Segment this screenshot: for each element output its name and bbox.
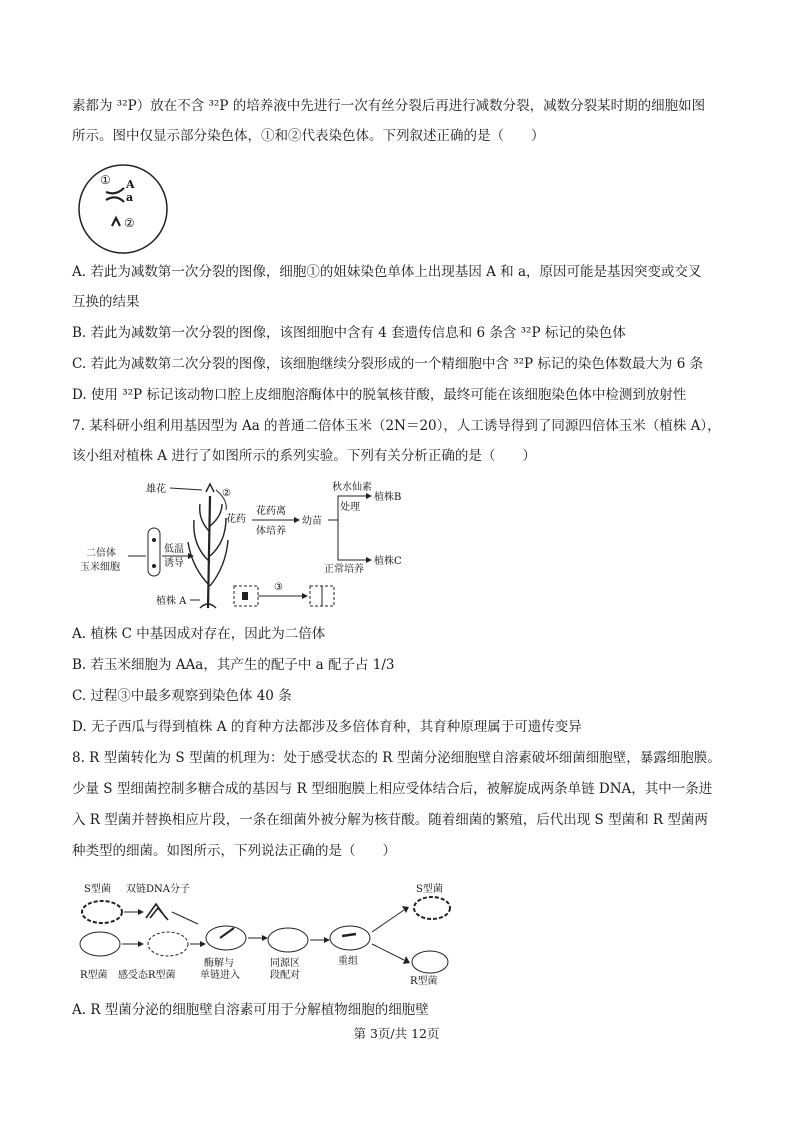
homologous-label2: 段配对 [270, 970, 300, 981]
arrowhead-b [366, 493, 372, 499]
low-temp-label: 低温 [164, 544, 184, 555]
plant-a-label: 植株 A [156, 596, 187, 607]
arrowhead-culture [294, 517, 300, 523]
chromosome-1-label: ① [100, 173, 111, 187]
q6-option-c: C. 若此为减数第二次分裂的图像，该细胞继续分裂形成的一个精细胞中含 ³²P 标记的染色体数最大为 6 条 [72, 356, 704, 372]
r-strain-cell [80, 932, 120, 956]
single-strand [220, 928, 234, 938]
arrowhead-r-out [403, 956, 410, 964]
tube-dot-bottom [152, 564, 156, 568]
r-strain-label: R型菌 [80, 970, 108, 981]
arrowhead-dna [138, 909, 144, 915]
arrow-to-r [372, 944, 404, 960]
q8-stem-line1: 8. R 型菌转化为 S 型菌的机理为：处于感受状态的 R 型菌分泌细胞壁自溶素破坏细菌细胞壁，暴露细胞膜。 [72, 750, 721, 766]
q7-stem-line1: 7. 某科研小组利用基因型为 Aa 的普通二倍体玉米（2N＝20），人工诱导得到了同源四倍体玉米（植株 A）， [72, 418, 721, 434]
q6-stem-line1: 素都为 ³²P）放在不含 ³²P 的培养液中先进行一次有丝分裂后再进行减数分裂，减数分裂某时期的细胞如图 [72, 98, 706, 114]
step2-label: ② [222, 488, 231, 499]
chromosome-2-label: ② [124, 216, 135, 230]
step3-label: ③ [274, 582, 283, 593]
arrowhead-enz [200, 941, 206, 947]
q8-stem-line3: 入 R 型菌并替换相应片段，一条在细菌外被分解为核苷酸。随着细菌的繁殖，后代出现 S 型菌和 R 型菌两 [72, 812, 708, 828]
male-pointer [170, 488, 202, 490]
q8-stem-line4: 种类型的细菌。如图所示，下列说法正确的是（ ） [72, 843, 396, 859]
q8-stem-line2: 少量 S 型细菌控制多糖合成的基因与 R 型细胞膜上相应受体结合后，被解旋成两条单链 DNA，其中一条进 [72, 781, 713, 797]
cell-membrane [79, 165, 167, 253]
r-out-label: R型菌 [410, 976, 438, 987]
dna-label: 双链DNA分子 [126, 884, 190, 895]
q6-option-d: D. 使用 ³²P 标记该动物口腔上皮细胞溶酶体中的脱氧核苷酸，最终可能在该细胞染色体中检测到放射性 [72, 387, 687, 403]
s-out-label: S型菌 [416, 884, 443, 895]
q8-option-a: A. R 型菌分泌的细胞壁自溶素可用于分解植物细胞的细胞壁 [72, 1002, 429, 1018]
arrow-to-s [372, 910, 404, 932]
s-out-cell [414, 897, 450, 919]
arrow-dna-to-cell [172, 912, 198, 924]
q8-transformation-figure [76, 878, 456, 988]
culture-label2: 体培养 [256, 526, 286, 537]
competent-r-cell [148, 932, 188, 956]
q6-cell-figure [76, 160, 170, 258]
arrowhead-hom [262, 935, 268, 941]
seedling-label: 幼苗 [302, 516, 322, 527]
recombined-segment [342, 934, 356, 936]
arrowhead-c [366, 557, 372, 563]
enzyme-label1: 酶解与 [204, 958, 234, 969]
treat-label: 处理 [340, 502, 360, 513]
anther-label: 花药 [226, 514, 246, 525]
recombination-cell [330, 926, 370, 950]
q7-stem-line2: 该小组对植株 A 进行了如图所示的系列实验。下列有关分析正确的是（ ） [72, 448, 536, 464]
plant-b-label: 植株B [374, 492, 402, 503]
plant-c-label: 植株C [374, 556, 402, 567]
chromosome-2 [112, 218, 120, 226]
cell-nucleus [242, 592, 248, 600]
q7-option-c: C. 过程③中最多观察到染色体 40 条 [72, 688, 292, 704]
homologous-cell [268, 928, 308, 952]
q7-option-d: D. 无子西瓜与得到植株 A 的育种方法都涉及多倍体育种，其育种原理属于可遗传变异 [72, 719, 582, 735]
induce-label: 诱导 [164, 558, 184, 569]
corn-plant [188, 484, 228, 608]
homologous-label1: 同源区 [270, 958, 300, 969]
q6-option-a-line2: 互换的结果 [72, 294, 140, 310]
page-footer: 第 3页/共 12页 [353, 1026, 440, 1041]
q6-option-b: B. 若此为减数第一次分裂的图像，该图细胞中含有 4 套遗传信息和 6 条含 ³²P 标记的染色体 [72, 325, 626, 341]
enzyme-cell [206, 926, 246, 950]
normal-culture-label: 正常培养 [324, 564, 364, 575]
competent-r-label: 感受态R型菌 [118, 970, 176, 981]
q7-breeding-figure [76, 476, 421, 616]
colchicine-label: 秋水仙素 [332, 482, 372, 493]
q6-option-a-line1: A. 若此为减数第一次分裂的图像，细胞①的姐妹染色单体上出现基因 A 和 a，原因可能是基因突变或交叉 [72, 264, 702, 280]
s-strain-cell [82, 901, 122, 923]
q7-option-b: B. 若玉米细胞为 AAa，其产生的配子中 a 配子占 1/3 [72, 657, 395, 673]
q7-option-a: A. 植株 C 中基因成对存在，因此为二倍体 [72, 626, 326, 642]
dna-molecule [146, 904, 168, 920]
culture-label1: 花药离 [256, 506, 286, 517]
enzyme-label2: 单链进入 [200, 970, 240, 981]
arrowhead-rc [138, 941, 144, 947]
recombination-label: 重组 [338, 956, 358, 967]
test-tube [148, 528, 160, 576]
s-strain-label: S型菌 [84, 884, 111, 895]
diploid-label: 二倍体 [86, 548, 116, 559]
r-out-cell [412, 951, 448, 973]
q6-stem-line2: 所示。图中仅显示部分染色体，①和②代表染色体。下列叙述正确的是（ ） [72, 128, 545, 144]
arrowhead-s-out [402, 906, 409, 913]
male-flower-label: 雄花 [146, 484, 166, 495]
chromosome-1 [106, 188, 124, 202]
arrowhead-step3 [302, 593, 308, 599]
gene-a-label: a [126, 191, 134, 204]
arrowhead-rec [324, 937, 330, 943]
corn-cell-label: 玉米细胞 [80, 562, 120, 573]
gene-A-label: A [126, 178, 135, 191]
tube-dot-top [152, 538, 156, 542]
